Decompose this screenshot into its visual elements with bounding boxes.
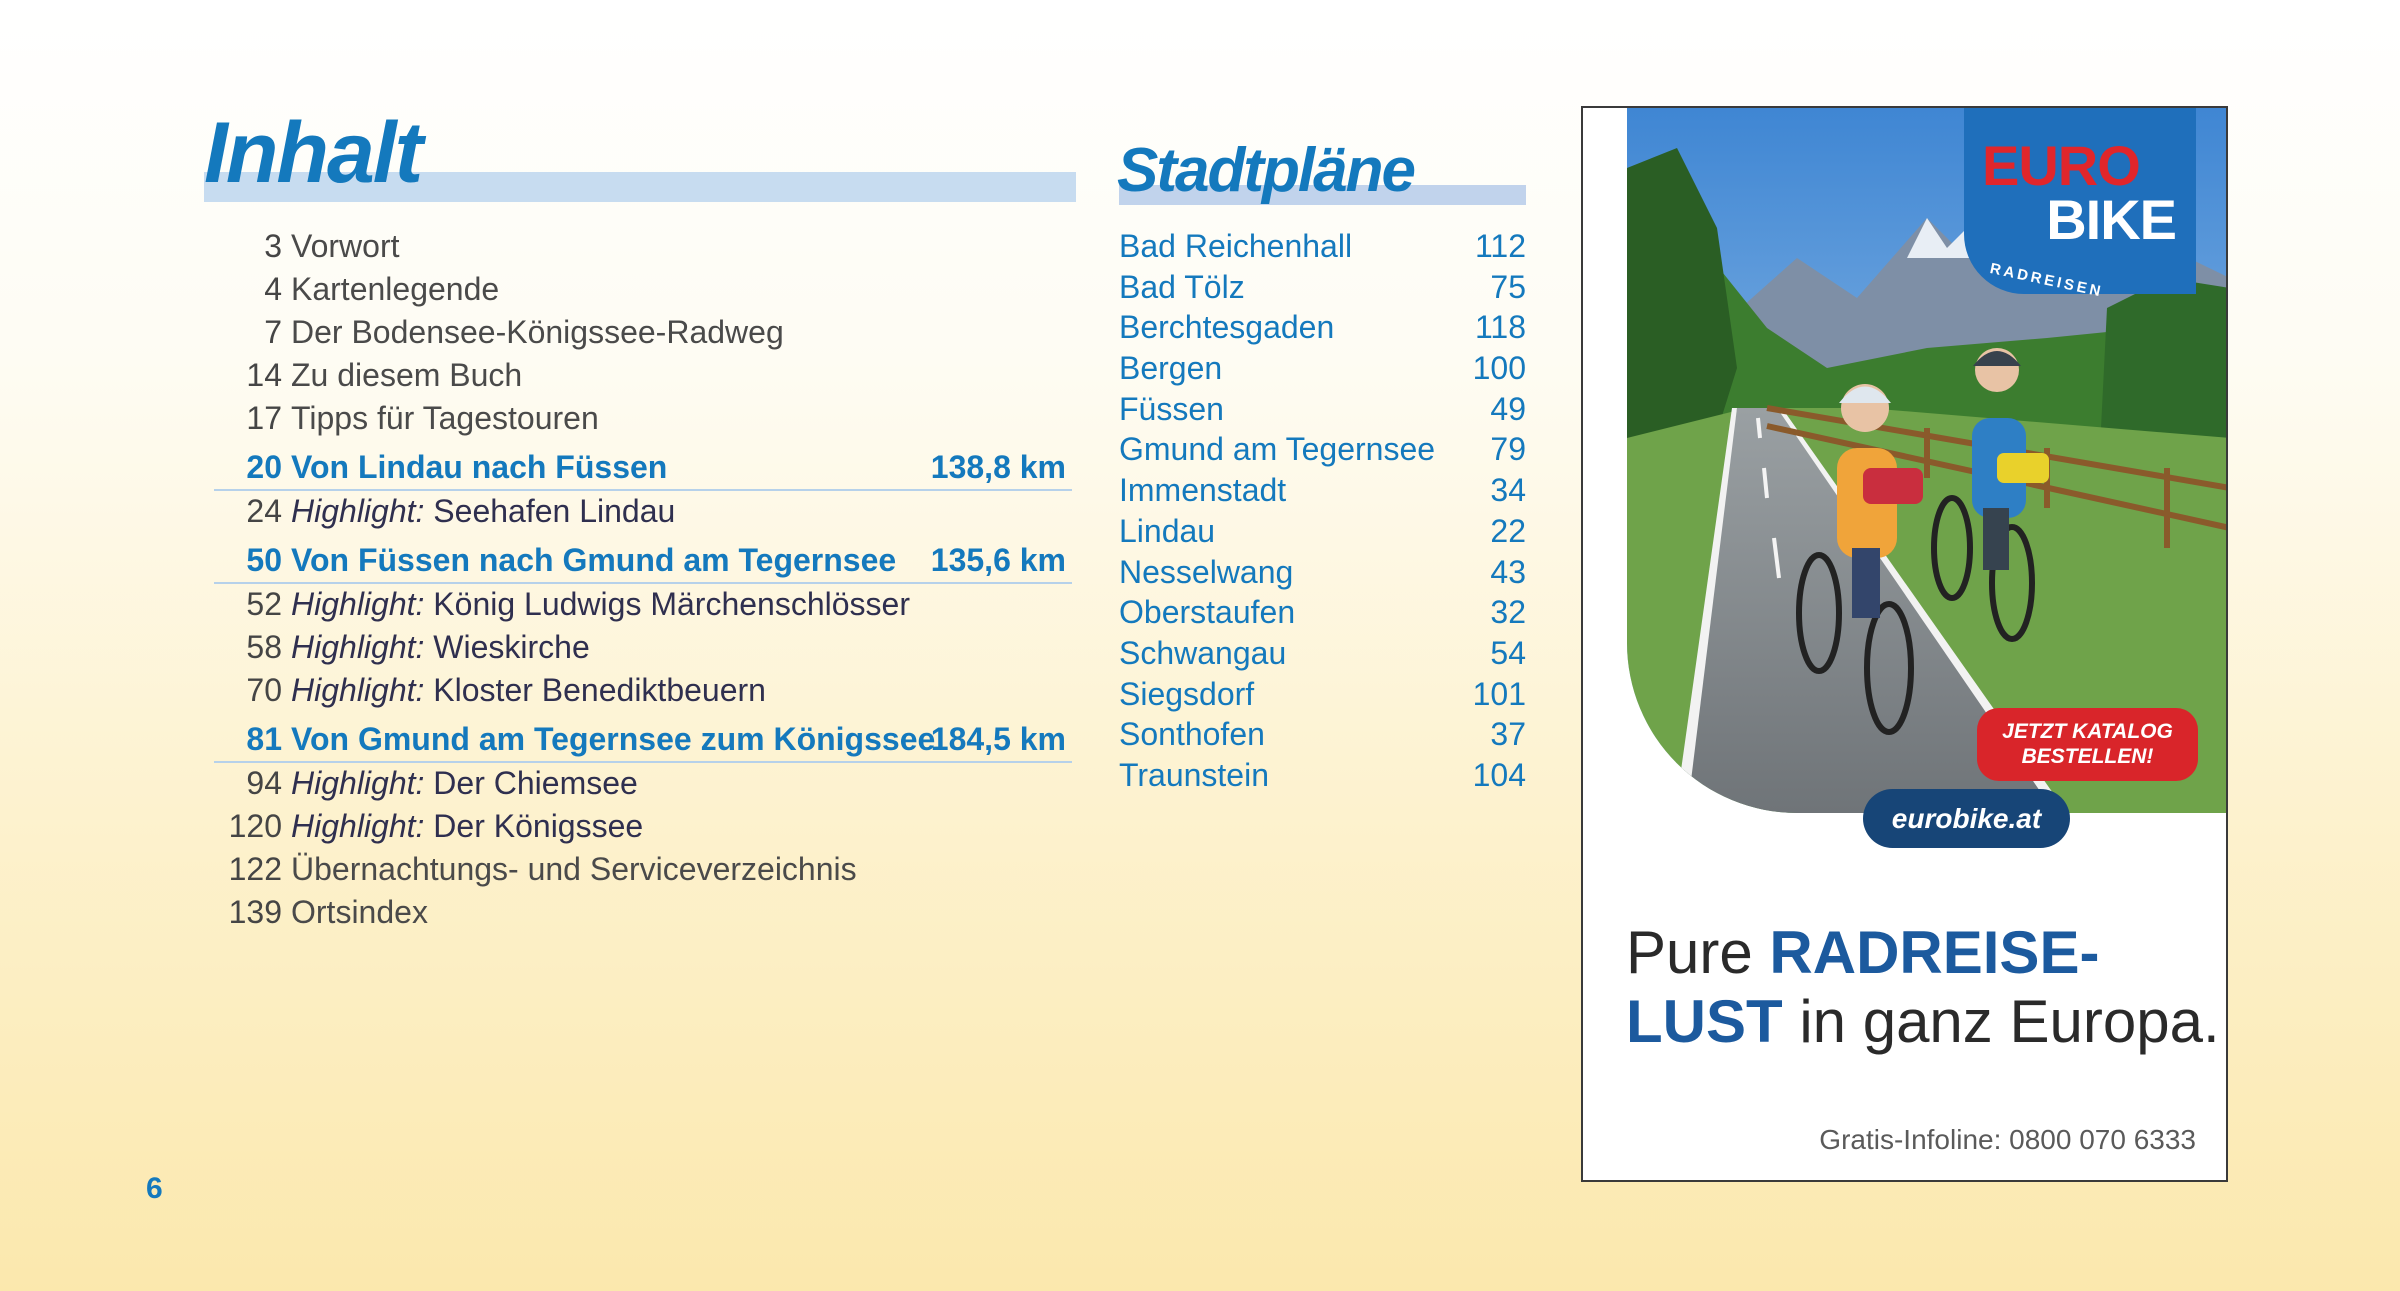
city-map-entry[interactable]: Lindau 22 — [1119, 512, 1526, 549]
stage-distance: 184,5 km — [930, 721, 1066, 757]
ad-slogan: Pure RADREISE- LUST in ganz Europa. — [1626, 919, 2220, 1055]
toc-stage-1[interactable]: 20 Von Lindau nach Füssen 138,8 km — [204, 449, 1072, 493]
toc-highlight[interactable]: 70 Highlight: Kloster Benediktbeuern — [246, 672, 766, 708]
ad-phone-infoline: Gratis-Infoline: 0800 070 6333 — [1819, 1124, 2196, 1155]
city-map-entry[interactable]: Oberstaufen 32 — [1119, 594, 1526, 631]
city-map-entry[interactable]: Füssen 49 — [1119, 390, 1526, 427]
toc-entry[interactable]: 17 Tipps für Tagestouren — [246, 400, 599, 436]
toc-list — [204, 228, 1072, 937]
city-map-entry[interactable]: Berchtesgaden 118 — [1119, 309, 1526, 346]
toc-stage-3[interactable]: 81 Von Gmund am Tegernsee zum Königssee 184,5 km — [204, 721, 1072, 765]
page-number: 6 — [146, 1172, 163, 1205]
stage-distance: 138,8 km — [930, 449, 1066, 485]
city-map-entry[interactable]: Immenstadt 34 — [1119, 472, 1526, 509]
catalog-order-badge[interactable]: JETZT KATALOG BESTELLEN! — [1977, 708, 2198, 781]
toc-highlight[interactable]: 94 Highlight: Der Chiemsee — [246, 765, 638, 801]
city-map-entry[interactable]: Bad Tölz 75 — [1119, 268, 1526, 305]
city-map-entry[interactable]: Bad Reichenhall 112 — [1119, 228, 1526, 264]
toc-highlight[interactable]: 58 Highlight: Wieskirche — [246, 629, 590, 665]
stage-rule — [214, 582, 1072, 584]
toc-entry[interactable]: 4 Kartenlegende — [264, 271, 500, 307]
city-map-entry[interactable]: Sonthofen 37 — [1119, 716, 1526, 753]
eurobike-url-button[interactable]: eurobike.at — [1863, 789, 2070, 848]
toc-highlight[interactable]: 24 Highlight: Seehafen Lindau — [246, 493, 676, 529]
stage-rule — [214, 761, 1072, 763]
toc-entry[interactable]: 7 Der Bodensee-Königssee-Radweg — [264, 314, 784, 350]
city-map-list — [1117, 228, 1526, 798]
city-map-entry[interactable]: Gmund am Tegernsee 79 — [1119, 431, 1526, 468]
toc-highlight[interactable]: 52 Highlight: König Ludwigs Märchenschlösser — [246, 586, 910, 622]
toc-highlight[interactable]: 120 Highlight: Der Königssee — [228, 808, 644, 844]
toc-entry[interactable]: 3 Vorwort — [264, 228, 400, 264]
city-map-entry[interactable]: Bergen 100 — [1119, 350, 1526, 387]
eurobike-logo: EURO BIKE RADREISEN — [1964, 108, 2196, 294]
stage-distance: 135,6 km — [930, 542, 1066, 578]
stage-rule — [214, 489, 1072, 491]
toc-entry[interactable]: 14 Zu diesem Buch — [246, 357, 523, 393]
city-map-entry[interactable]: Traunstein 104 — [1119, 756, 1526, 793]
toc-entry[interactable]: 139 Ortsindex — [228, 894, 428, 930]
inhalt-title: Inhalt — [204, 105, 422, 201]
stadtplaene-title: Stadtpläne — [1117, 136, 1414, 205]
city-map-entry[interactable]: Schwangau 54 — [1119, 634, 1526, 671]
toc-stage-2[interactable]: 50 Von Füssen nach Gmund am Tegernsee 135,6 km — [204, 542, 1072, 586]
city-map-entry[interactable]: Siegsdorf 101 — [1119, 675, 1526, 712]
eurobike-advertisement[interactable] — [1581, 106, 2228, 1182]
toc-entry[interactable]: 122 Übernachtungs- und Serviceverzeichnis — [228, 851, 857, 887]
city-map-entry[interactable]: Nesselwang 43 — [1119, 553, 1526, 590]
